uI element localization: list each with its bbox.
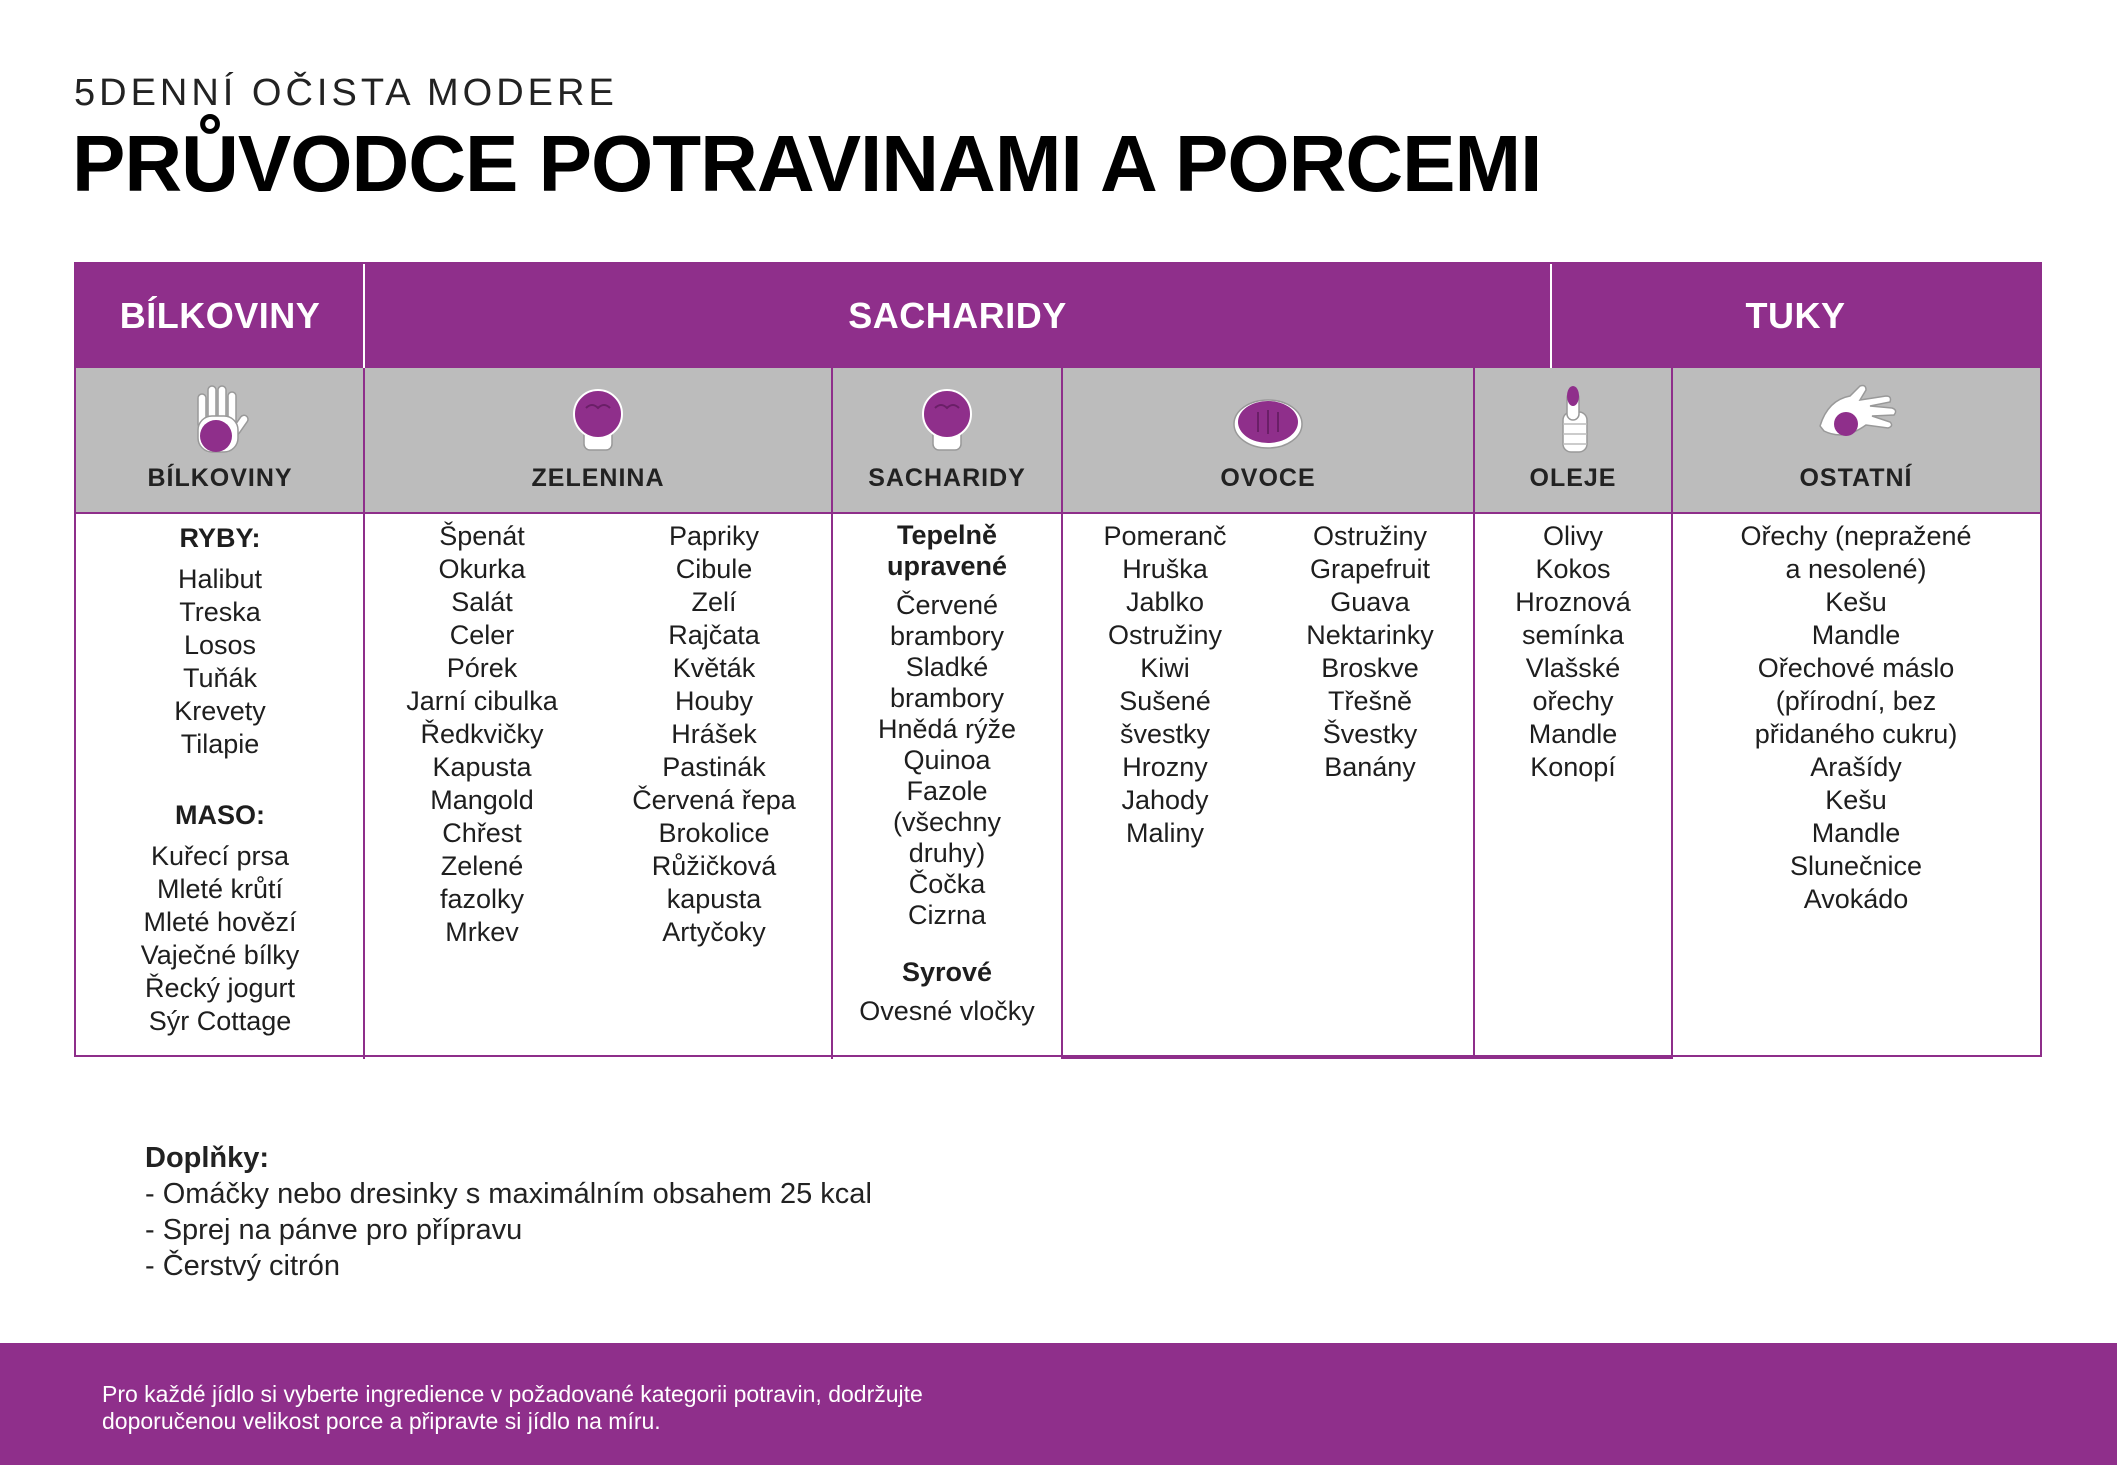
column-divider	[363, 264, 365, 368]
fist-icon	[905, 380, 989, 460]
list-item: Banány	[1324, 752, 1416, 782]
footer-line: Pro každé jídlo si vyberte ingredience v požadované kategorii potravin, dodržujte	[102, 1381, 923, 1407]
list-item: Nektarinky	[1306, 620, 1434, 650]
list-item: Ostružiny	[1107, 620, 1223, 650]
list-item: Houby	[674, 686, 754, 716]
list-item: Květák	[672, 653, 756, 683]
list-heading: MASO:	[175, 800, 265, 830]
list-item: Pórek	[446, 653, 518, 683]
sacharidy-list	[832, 520, 1062, 1027]
supplement-item: - Omáčky nebo dresinky s maximálním obsahem 25 kcal	[145, 1178, 872, 1210]
list-item: Čočka	[908, 869, 986, 899]
list-item: Grapefruit	[1309, 554, 1431, 584]
list-item: Guava	[1330, 587, 1410, 617]
list-item: Celer	[449, 620, 515, 650]
list-item: Třešně	[1327, 686, 1413, 716]
list-item: Jarní cibulka	[406, 686, 558, 716]
list-heading: RYBY:	[179, 523, 261, 553]
list-item: Konopí	[1530, 752, 1616, 782]
list-item: Avokádo	[1803, 884, 1909, 914]
list-item: (všechny	[892, 807, 1002, 837]
list-item: Vaječné bílky	[140, 940, 300, 970]
category-zelenina	[364, 368, 832, 512]
list-item: Hroznová	[1515, 587, 1631, 617]
category-label: OSTATNÍ	[1799, 464, 1913, 492]
list-item: Pastinák	[662, 752, 766, 782]
category-label: OVOCE	[1220, 464, 1316, 492]
list-item: Jahody	[1121, 785, 1209, 815]
footer-note	[102, 1381, 923, 1435]
zelenina-list-1	[364, 520, 600, 949]
category-label: SACHARIDY	[868, 464, 1026, 492]
column-divider	[1550, 264, 1552, 368]
category-ostatni	[1672, 368, 2040, 512]
list-item: Arašídy	[1810, 752, 1902, 782]
list-item: Slunečnice	[1789, 851, 1923, 881]
palm-up-icon	[1814, 380, 1898, 460]
supplement-item: - Čerstvý citrón	[145, 1250, 340, 1282]
list-item: Řecký jogurt	[144, 973, 296, 1003]
row-divider	[1061, 1057, 1673, 1059]
supplement-item: - Sprej na pánve pro přípravu	[145, 1214, 523, 1246]
list-item: Špenát	[439, 521, 525, 551]
category-oleje	[1474, 368, 1672, 512]
list-item: Kešu	[1825, 785, 1887, 815]
open-hand-icon	[178, 380, 262, 460]
list-item: Vlašské	[1525, 653, 1621, 683]
list-item: Hruška	[1122, 554, 1208, 584]
footer-line: doporučenou velikost porce a připravte si jídlo na míru.	[102, 1408, 661, 1434]
group-header-tuky: TUKY	[1551, 264, 2040, 368]
category-label: ZELENINA	[531, 464, 665, 492]
list-item: druhy)	[908, 838, 986, 868]
list-item: Sušené	[1119, 686, 1211, 716]
list-item: Treska	[179, 597, 261, 627]
list-item: Olivy	[1543, 521, 1603, 551]
list-item: Ořechy (nepražené	[1740, 521, 1972, 551]
list-item: Hnědá rýže	[877, 714, 1017, 744]
list-heading: upravené	[886, 551, 1008, 581]
list-item: Krevety	[174, 696, 266, 726]
list-item: Švestky	[1322, 719, 1418, 749]
list-item: Ořechové máslo	[1757, 653, 1955, 683]
list-item: Mleté hovězí	[143, 907, 297, 937]
list-item: Ostružiny	[1312, 521, 1428, 551]
list-item: Zelí	[691, 587, 737, 617]
footer-banner	[0, 1343, 2117, 1465]
palm-cupped-icon	[1226, 380, 1310, 460]
list-item: Kešu	[1825, 587, 1887, 617]
list-item: Papriky	[668, 521, 760, 551]
ovoce-list-1	[1062, 520, 1268, 850]
list-item: Mandle	[1528, 719, 1618, 749]
list-item: Mandle	[1811, 818, 1901, 848]
list-item: Jablko	[1125, 587, 1205, 617]
fist-icon	[556, 380, 640, 460]
page-title: PRŮVODCE POTRAVINAMI A PORCEMI	[72, 119, 1542, 208]
list-item: Ovesné vločky	[859, 996, 1035, 1026]
list-item: Chřest	[442, 818, 522, 848]
list-item: Tilapie	[180, 729, 260, 759]
list-item: Tuňák	[182, 663, 258, 693]
list-item: Zelené	[440, 851, 524, 881]
bilkoviny-list	[76, 522, 364, 1038]
list-item: brambory	[889, 621, 1005, 651]
list-item: Hrášek	[671, 719, 757, 749]
list-item: Sýr Cottage	[148, 1006, 292, 1036]
oleje-list	[1474, 520, 1672, 784]
list-item: Brokolice	[658, 818, 770, 848]
category-bilkoviny	[76, 368, 364, 512]
list-item: Pomeranč	[1103, 521, 1227, 551]
list-item: a nesolené)	[1785, 554, 1927, 584]
supplements-section	[145, 1140, 872, 1284]
list-item: přidaného cukru)	[1754, 719, 1958, 749]
list-item: Kokos	[1535, 554, 1611, 584]
list-item: Okurka	[438, 554, 526, 584]
list-item: švestky	[1119, 719, 1211, 749]
ostatni-list	[1672, 520, 2040, 916]
list-item: Hrozny	[1122, 752, 1208, 782]
list-item: Červené	[895, 590, 999, 620]
list-item: Červená řepa	[632, 785, 796, 815]
list-item: Quinoa	[903, 745, 991, 775]
list-item: Rajčata	[668, 620, 760, 650]
list-item: Maliny	[1125, 818, 1205, 848]
group-header-sacharidy: SACHARIDY	[364, 264, 1551, 368]
list-item: Kuřecí prsa	[150, 841, 290, 871]
list-item: semínka	[1521, 620, 1625, 650]
category-sacharidy	[832, 368, 1062, 512]
list-item: Salát	[451, 587, 513, 617]
list-item: fazolky	[439, 884, 525, 914]
list-item: Ředkvičky	[420, 719, 544, 749]
list-item: Kiwi	[1140, 653, 1190, 683]
list-heading: Tepelně	[896, 520, 998, 550]
list-item: Artyčoky	[662, 917, 766, 947]
row-divider	[76, 512, 2040, 514]
list-item: Růžičková	[651, 851, 777, 881]
list-heading: Syrové	[901, 957, 993, 987]
group-header-bilkoviny: BÍLKOVINY	[76, 264, 364, 368]
list-item: Mleté krůtí	[156, 874, 284, 904]
category-label: OLEJE	[1529, 464, 1617, 492]
food-portion-table	[74, 262, 2042, 1057]
list-item: Kapusta	[432, 752, 532, 782]
list-item: Sladké	[905, 652, 989, 682]
list-item: Mangold	[430, 785, 534, 815]
list-item: Cizrna	[907, 900, 987, 930]
category-ovoce	[1062, 368, 1474, 512]
thumb-icon	[1531, 380, 1615, 460]
list-item: Mandle	[1811, 620, 1901, 650]
list-item: Mrkev	[445, 917, 519, 947]
ovoce-list-2	[1266, 520, 1474, 784]
list-item: Broskve	[1321, 653, 1419, 683]
zelenina-list-2	[596, 520, 832, 949]
list-item: Fazole	[906, 776, 988, 806]
category-label: BÍLKOVINY	[147, 464, 293, 492]
list-item: (přírodní, bez	[1775, 686, 1937, 716]
list-item: Losos	[183, 630, 257, 660]
list-item: Halibut	[177, 564, 263, 594]
list-item: Cibule	[675, 554, 753, 584]
list-item: ořechy	[1532, 686, 1614, 716]
page-subtitle: 5DENNÍ OČISTA MODERE	[74, 72, 618, 114]
supplements-heading: Doplňky:	[145, 1142, 270, 1174]
list-item: brambory	[889, 683, 1005, 713]
list-item: kapusta	[666, 884, 762, 914]
